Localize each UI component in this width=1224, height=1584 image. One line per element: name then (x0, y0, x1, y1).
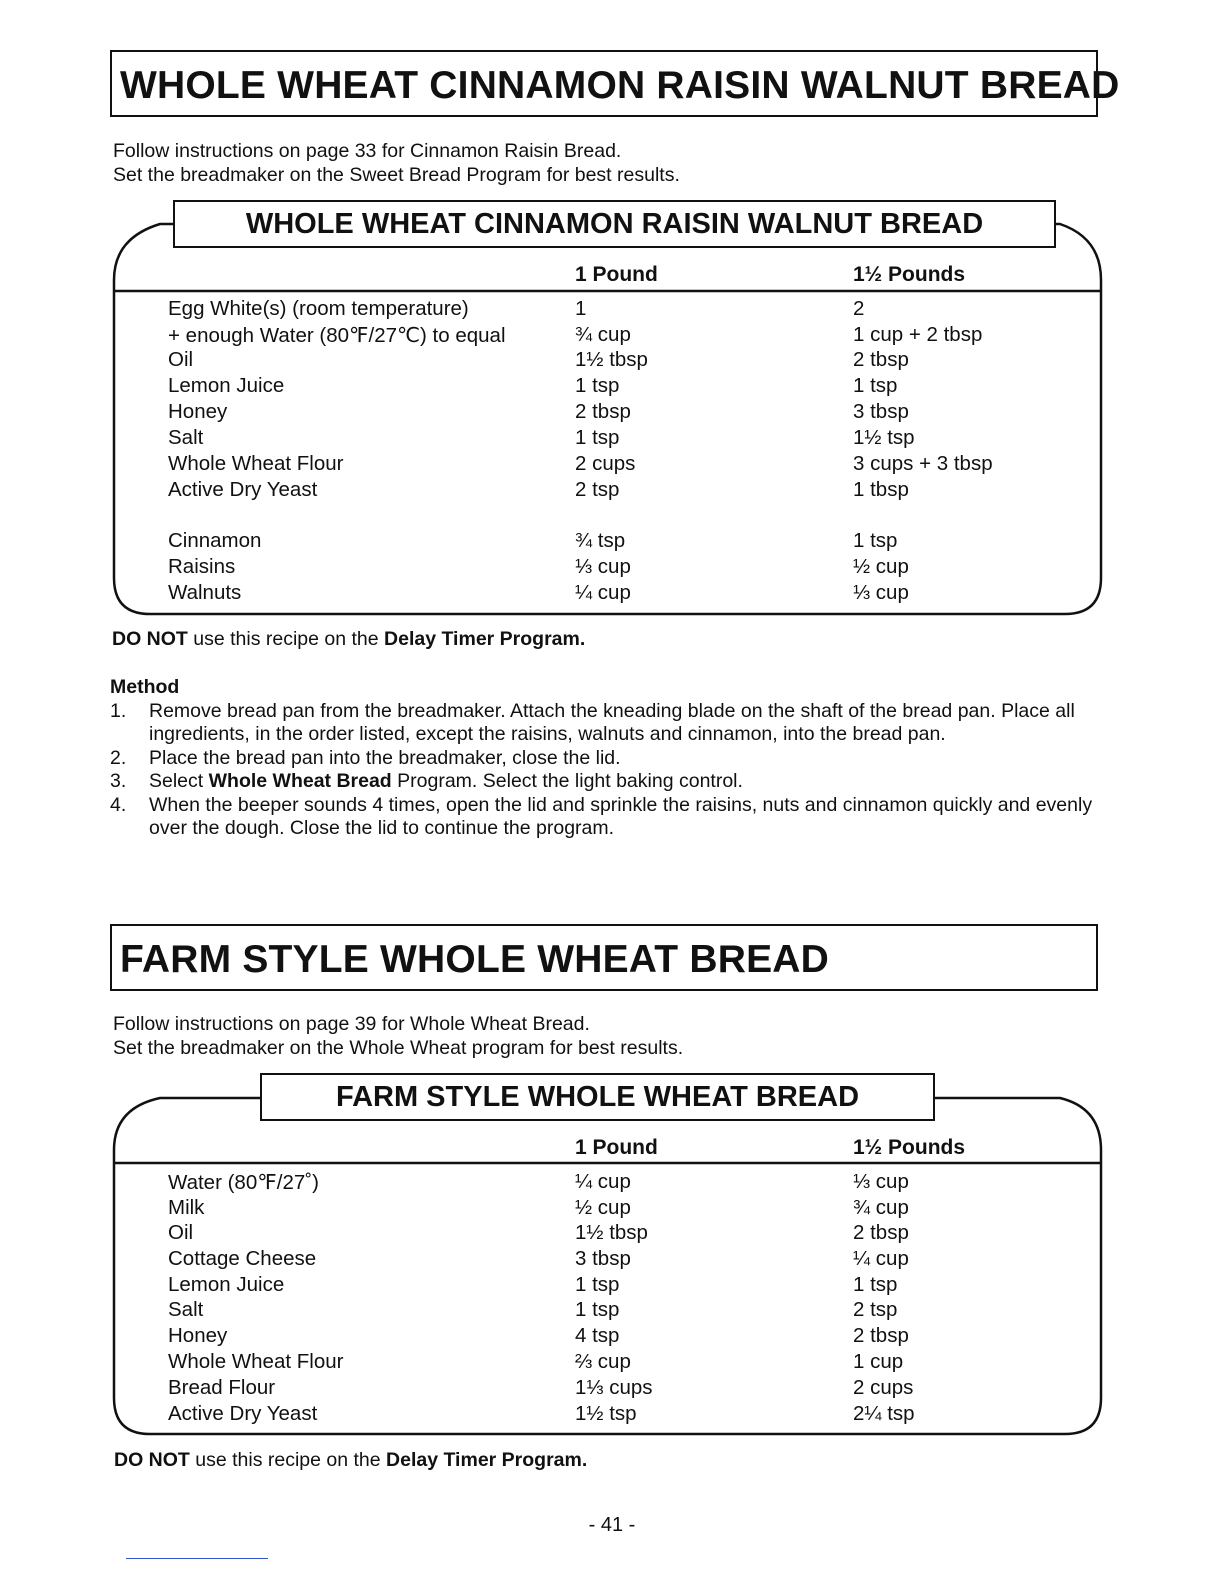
recipe2-ingredient: Oil (168, 1221, 194, 1244)
recipe2-amount-1lb: 4 tsp (575, 1324, 620, 1347)
recipe1-amount-1-5lb: ½ cup (853, 555, 909, 578)
recipe2-title-box (110, 924, 1098, 991)
recipe2-amount-1-5lb: 2 cups (853, 1376, 914, 1399)
recipe2-intro (113, 1012, 683, 1060)
recipe2-amount-1lb: ½ cup (575, 1196, 631, 1219)
recipe1-method (110, 676, 1100, 841)
recipe1-amount-1lb: ¾ cup (575, 323, 631, 346)
recipe1-ingredient: Egg White(s) (room temperature) (168, 297, 469, 320)
recipe2-delay-note: DO NOT use this recipe on the Delay Timer Program. (114, 1449, 588, 1471)
recipe1-amount-1-5lb: 1 tsp (853, 529, 898, 552)
recipe2-ingredient: Active Dry Yeast (168, 1402, 318, 1425)
recipe1-intro-line2: Set the breadmaker on the Sweet Bread Program for best results. (113, 164, 680, 186)
recipe2-amount-1lb: 1 tsp (575, 1298, 620, 1321)
recipe2-title: FARM STYLE WHOLE WHEAT BREAD (120, 938, 830, 981)
recipe1-amount-1-5lb: 1½ tsp (853, 426, 915, 449)
recipe1-amount-1-5lb: ⅓ cup (853, 581, 909, 604)
recipe1-ingredient: + enough Water (80℉/27℃) to equal (168, 324, 506, 347)
recipe1-amount-1lb: ¼ cup (575, 581, 631, 604)
recipe2-amount-1-5lb: ⅓ cup (853, 1170, 909, 1193)
method-step-4: 4. When the beeper sounds 4 times, open the lid and sprinkle the raisins, nuts and cinnamon quickly and evenly over the dough. Close the lid to continue the program. (110, 793, 1093, 839)
recipe1-amount-1lb: ⅓ cup (575, 555, 631, 578)
recipe2-col-1-5-pounds: 1½ Pounds (853, 1136, 966, 1159)
page-number: - 41 - (588, 1514, 636, 1536)
recipe1-amount-1lb: 1 tsp (575, 426, 620, 449)
recipe1-amount-1lb: 2 tbsp (575, 400, 631, 423)
recipe2-amount-1-5lb: 1 tsp (853, 1273, 898, 1296)
recipe2-ingredient: Lemon Juice (168, 1273, 285, 1296)
method-step-1: 1. Remove bread pan from the breadmaker. Attach the kneading blade on the shaft of the bread pan. Place all ingredients, in the order listed, except the raisins, walnuts and cinnamon, into the bread pan. (110, 699, 1075, 745)
recipe2-col-1-pound: 1 Pound (575, 1136, 658, 1159)
recipe2-ingredient: Salt (168, 1298, 204, 1321)
recipe1-ingredient: Cinnamon (168, 529, 262, 552)
recipe1-ingredient: Lemon Juice (168, 374, 285, 397)
recipe2-ingredient: Bread Flour (168, 1376, 276, 1399)
recipe2-amount-1lb: 3 tbsp (575, 1247, 631, 1270)
recipe1-delay-note: DO NOT use this recipe on the Delay Timer Program. (112, 628, 586, 650)
recipe1-amount-1lb: 2 cups (575, 452, 636, 475)
recipe1-intro-line1: Follow instructions on page 33 for Cinnamon Raisin Bread. (113, 140, 622, 162)
method-heading: Method (110, 676, 180, 698)
recipe2-ingredient: Whole Wheat Flour (168, 1350, 344, 1373)
recipe1-ingredient: Active Dry Yeast (168, 478, 318, 501)
recipe2-amount-1lb: 1 tsp (575, 1273, 620, 1296)
recipe1-table-title: WHOLE WHEAT CINNAMON RAISIN WALNUT BREAD (173, 200, 1056, 248)
recipe1-amount-1-5lb: 2 (853, 297, 865, 320)
recipe1-amount-1lb: ¾ tsp (575, 529, 626, 552)
recipe1-amount-1lb: 2 tsp (575, 478, 620, 501)
recipe1-amount-1lb: 1½ tbsp (575, 348, 648, 371)
recipe2-intro-line1: Follow instructions on page 39 for Whole Wheat Bread. (113, 1013, 590, 1035)
method-step-3: 3. Select Whole Wheat Bread Program. Select the light baking control. (110, 770, 743, 792)
recipe2-amount-1lb: ¼ cup (575, 1170, 631, 1193)
footer-rule (126, 1558, 268, 1559)
recipe2-amount-1-5lb: 1 cup (853, 1350, 904, 1373)
recipe2-amount-1-5lb: 2 tbsp (853, 1324, 909, 1347)
recipe2-ingredient: Honey (168, 1324, 228, 1347)
recipe2-amount-1lb: 1⅓ cups (575, 1376, 653, 1399)
recipe2-table-title: FARM STYLE WHOLE WHEAT BREAD (260, 1073, 935, 1121)
recipe2-amount-1-5lb: 2 tbsp (853, 1221, 909, 1244)
recipe2-amount-1-5lb: ¾ cup (853, 1196, 909, 1219)
recipe1-amount-1-5lb: 3 tbsp (853, 400, 909, 423)
recipe2-amount-1lb: ⅔ cup (575, 1350, 631, 1373)
recipe1-amount-1-5lb: 2 tbsp (853, 348, 909, 371)
recipe2-amount-1-5lb: 2 tsp (853, 1298, 898, 1321)
recipe1-ingredient: Raisins (168, 555, 236, 578)
recipe1-amount-1-5lb: 1 cup + 2 tbsp (853, 323, 983, 346)
recipe1-amount-1-5lb: 1 tbsp (853, 478, 909, 501)
recipe2-amount-1-5lb: ¼ cup (853, 1247, 909, 1270)
method-steps (110, 700, 1100, 841)
recipe1-ingredient: Salt (168, 426, 204, 449)
recipe2-ingredient: Cottage Cheese (168, 1247, 317, 1270)
recipe2-ingredient: Milk (168, 1196, 205, 1219)
recipe1-amount-1lb: 1 (575, 297, 587, 320)
recipe1-col-1-pound: 1 Pound (575, 263, 658, 286)
recipe2-amount-1lb: 1½ tsp (575, 1402, 637, 1425)
recipe1-amount-1-5lb: 3 cups + 3 tbsp (853, 452, 993, 475)
recipe1-amount-1lb: 1 tsp (575, 374, 620, 397)
recipe2-ingredient: Water (80℉/27˚) (168, 1171, 319, 1194)
recipe2-amount-1lb: 1½ tbsp (575, 1221, 648, 1244)
method-step-2: 2. Place the bread pan into the breadmaker, close the lid. (110, 746, 621, 769)
recipe2-amount-1-5lb: 2¼ tsp (853, 1402, 915, 1425)
recipe1-ingredient: Honey (168, 400, 228, 423)
recipe2-intro-line2: Set the breadmaker on the Whole Wheat program for best results. (113, 1037, 684, 1059)
recipe1-ingredient: Whole Wheat Flour (168, 452, 344, 475)
recipe1-amount-1-5lb: 1 tsp (853, 374, 898, 397)
recipe1-col-1-5-pounds: 1½ Pounds (853, 263, 966, 286)
recipe1-ingredient: Walnuts (168, 581, 242, 604)
recipe1-title: WHOLE WHEAT CINNAMON RAISIN WALNUT BREAD (120, 64, 1120, 107)
recipe1-title-box (110, 50, 1120, 117)
recipe1-ingredient: Oil (168, 348, 194, 371)
recipe1-intro (113, 139, 680, 187)
